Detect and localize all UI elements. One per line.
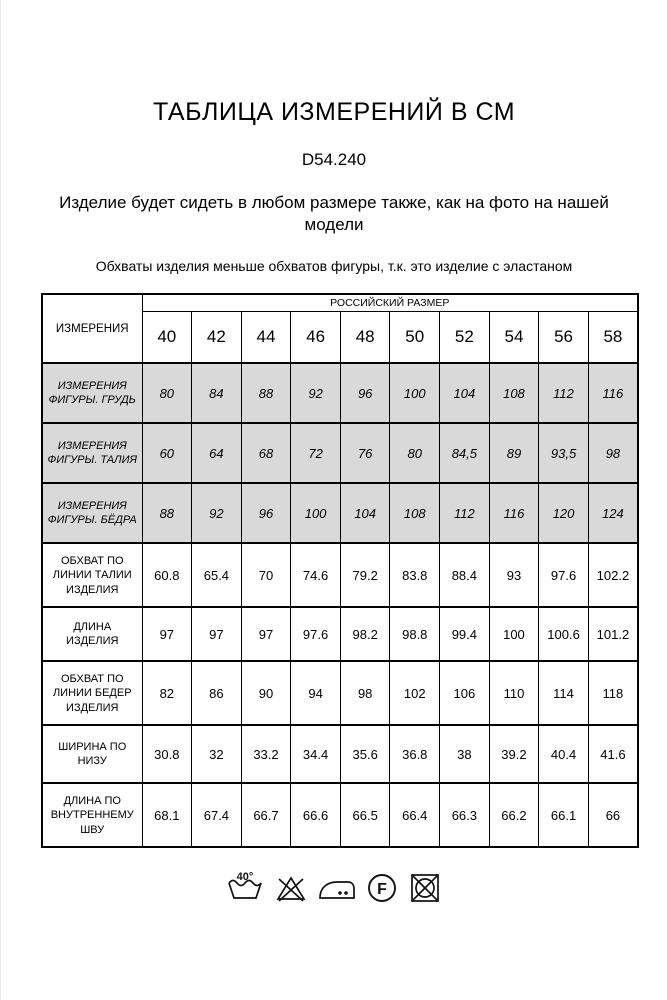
size-column-header: 54: [489, 311, 539, 363]
value-cell: 79.2: [340, 543, 390, 607]
table-row: [42, 423, 638, 483]
value-cell: 40.4: [539, 725, 589, 783]
value-cell: 96: [340, 363, 390, 423]
page-title: ТАБЛИЦА ИЗМЕРЕНИЙ В СМ: [152, 98, 516, 126]
value-cell: 98.2: [340, 607, 390, 661]
value-cell: 110: [489, 661, 539, 725]
table-row: [42, 725, 638, 783]
value-cell: 89: [489, 423, 539, 483]
value-cell: 30.8: [142, 725, 192, 783]
value-cell: 68: [241, 423, 291, 483]
size-chart-page: [1, 0, 667, 905]
size-column-header: 46: [291, 311, 341, 363]
value-cell: 32: [192, 725, 242, 783]
care-symbols-row: [1, 861, 667, 905]
svg-text:F: F: [377, 881, 387, 899]
value-cell: 66.7: [241, 783, 291, 847]
value-cell: 68.1: [142, 783, 192, 847]
wash-40-icon: [224, 867, 266, 905]
value-cell: 60: [142, 423, 192, 483]
value-cell: 88: [142, 483, 192, 543]
table-header-row-top: [42, 294, 638, 312]
value-cell: 96: [241, 483, 291, 543]
row-label: ИЗМЕРЕНИЯ ФИГУРЫ. БЁДРА: [42, 483, 142, 543]
value-cell: 83.8: [390, 543, 440, 607]
value-cell: 72: [291, 423, 341, 483]
measurements-corner-header: ИЗМЕРЕНИЯ: [42, 294, 142, 364]
do-not-tumble-dry-icon: [406, 867, 444, 905]
size-column-header: 42: [192, 311, 242, 363]
value-cell: 102.2: [588, 543, 638, 607]
value-cell: 38: [440, 725, 490, 783]
value-cell: 108: [390, 483, 440, 543]
value-cell: 116: [588, 363, 638, 423]
value-cell: 90: [241, 661, 291, 725]
value-cell: 108: [489, 363, 539, 423]
value-cell: 104: [340, 483, 390, 543]
value-cell: 35.6: [340, 725, 390, 783]
value-cell: 66.5: [340, 783, 390, 847]
value-cell: 66.4: [390, 783, 440, 847]
value-cell: 80: [142, 363, 192, 423]
table-row: [42, 363, 638, 423]
row-label: ИЗМЕРЕНИЯ ФИГУРЫ. ГРУДЬ: [42, 363, 142, 423]
value-cell: 33.2: [241, 725, 291, 783]
size-column-header: 48: [340, 311, 390, 363]
value-cell: 116: [489, 483, 539, 543]
value-cell: 118: [588, 661, 638, 725]
table-row: [42, 607, 638, 661]
value-cell: 98: [588, 423, 638, 483]
size-column-header: 40: [142, 311, 192, 363]
value-cell: 80: [390, 423, 440, 483]
value-cell: 124: [588, 483, 638, 543]
value-cell: 88.4: [440, 543, 490, 607]
row-label: ДЛИНА ИЗДЕЛИЯ: [42, 607, 142, 661]
fit-note: Изделие будет сидеть в любом размере также, как на фото на нашей модели: [59, 193, 609, 235]
value-cell: 97: [192, 607, 242, 661]
russian-size-group-header: РОССИЙСКИЙ РАЗМЕР: [142, 294, 638, 312]
value-cell: 93,5: [539, 423, 589, 483]
value-cell: 74.6: [291, 543, 341, 607]
iron-two-dots-icon: [316, 867, 358, 905]
size-column-header: 50: [390, 311, 440, 363]
value-cell: 92: [291, 363, 341, 423]
value-cell: 114: [539, 661, 589, 725]
value-cell: 100: [291, 483, 341, 543]
value-cell: 60.8: [142, 543, 192, 607]
value-cell: 97: [142, 607, 192, 661]
elastane-note: Обхваты изделия меньше обхватов фигуры, т.к. это изделие с эластаном: [95, 257, 573, 274]
size-column-header: 52: [440, 311, 490, 363]
value-cell: 112: [539, 363, 589, 423]
row-label: ОБХВАТ ПО ЛИНИИ ТАЛИИ ИЗДЕЛИЯ: [42, 543, 142, 607]
value-cell: 98.8: [390, 607, 440, 661]
table-row: [42, 483, 638, 543]
value-cell: 93: [489, 543, 539, 607]
size-column-header: 44: [241, 311, 291, 363]
value-cell: 92: [192, 483, 242, 543]
value-cell: 39.2: [489, 725, 539, 783]
value-cell: 84,5: [440, 423, 490, 483]
model-code: D54.240: [301, 150, 367, 169]
value-cell: 66.3: [440, 783, 490, 847]
row-label: ДЛИНА ПО ВНУТРЕННЕМУ ШВУ: [42, 783, 142, 847]
value-cell: 98: [340, 661, 390, 725]
value-cell: 82: [142, 661, 192, 725]
value-cell: 66.2: [489, 783, 539, 847]
dry-clean-f-icon: [365, 867, 399, 905]
svg-text:40°: 40°: [236, 871, 254, 884]
value-cell: 97.6: [539, 543, 589, 607]
value-cell: 102: [390, 661, 440, 725]
row-label: ОБХВАТ ПО ЛИНИИ БЕДЕР ИЗДЕЛИЯ: [42, 661, 142, 725]
size-column-header: 58: [588, 311, 638, 363]
value-cell: 66: [588, 783, 638, 847]
value-cell: 100: [390, 363, 440, 423]
value-cell: 36.8: [390, 725, 440, 783]
size-column-header: 56: [539, 311, 589, 363]
size-table: [41, 293, 639, 849]
value-cell: 101.2: [588, 607, 638, 661]
value-cell: 86: [192, 661, 242, 725]
value-cell: 100: [489, 607, 539, 661]
value-cell: 120: [539, 483, 589, 543]
value-cell: 106: [440, 661, 490, 725]
value-cell: 66.1: [539, 783, 589, 847]
value-cell: 76: [340, 423, 390, 483]
value-cell: 64: [192, 423, 242, 483]
value-cell: 34.4: [291, 725, 341, 783]
table-row: [42, 783, 638, 847]
value-cell: 41.6: [588, 725, 638, 783]
value-cell: 88: [241, 363, 291, 423]
value-cell: 94: [291, 661, 341, 725]
row-label: ИЗМЕРЕНИЯ ФИГУРЫ. ТАЛИЯ: [42, 423, 142, 483]
table-row: [42, 543, 638, 607]
value-cell: 65.4: [192, 543, 242, 607]
value-cell: 112: [440, 483, 490, 543]
value-cell: 70: [241, 543, 291, 607]
value-cell: 67.4: [192, 783, 242, 847]
value-cell: 97: [241, 607, 291, 661]
value-cell: 104: [440, 363, 490, 423]
value-cell: 84: [192, 363, 242, 423]
value-cell: 100.6: [539, 607, 589, 661]
row-label: ШИРИНА ПО НИЗУ: [42, 725, 142, 783]
value-cell: 97.6: [291, 607, 341, 661]
do-not-bleach-icon: [273, 867, 309, 905]
table-row: [42, 661, 638, 725]
value-cell: 66.6: [291, 783, 341, 847]
value-cell: 99.4: [440, 607, 490, 661]
